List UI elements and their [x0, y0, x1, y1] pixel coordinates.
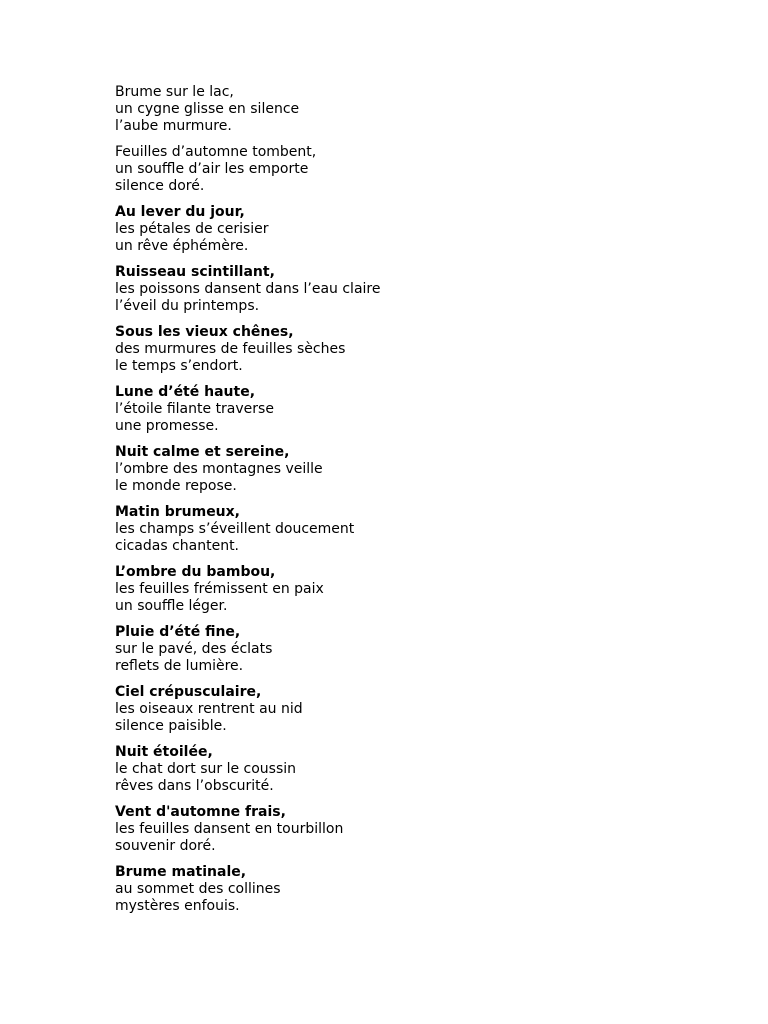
poem-line: le chat dort sur le coussin	[115, 761, 297, 777]
poem-stanza	[115, 804, 715, 855]
poem-line: un souffle léger.	[115, 598, 228, 614]
poem-title-line: Au lever du jour,	[115, 204, 245, 220]
poem-stanza	[115, 684, 715, 735]
poem-line: le temps s’endort.	[115, 358, 243, 374]
poem-title-line: Ruisseau scintillant,	[115, 264, 275, 280]
poem-stanza	[115, 84, 715, 135]
poem-line: l’étoile filante traverse	[115, 401, 274, 417]
poem-line: Brume sur le lac,	[115, 84, 234, 100]
poem-title-line: Ciel crépusculaire,	[115, 684, 262, 700]
poem-title-line: Matin brumeux,	[115, 504, 241, 520]
poem-line: le monde repose.	[115, 478, 237, 494]
poem-line: un souffle d’air les emporte	[115, 161, 309, 177]
poem-line: les feuilles dansent en tourbillon	[115, 821, 344, 837]
poem-line: les feuilles frémissent en paix	[115, 581, 324, 597]
poem-line: cicadas chantent.	[115, 538, 240, 554]
poem-stanza	[115, 204, 715, 255]
poem-line: des murmures de feuilles sèches	[115, 341, 346, 357]
poem-line: les oiseaux rentrent au nid	[115, 701, 303, 717]
poem-line: l’ombre des montagnes veille	[115, 461, 323, 477]
poem-line: Feuilles d’automne tombent,	[115, 144, 317, 160]
poem-stanza	[115, 504, 715, 555]
poem-title-line: Sous les vieux chênes,	[115, 324, 294, 340]
poem-title-line: Nuit calme et sereine,	[115, 444, 290, 460]
poem-line: une promesse.	[115, 418, 219, 434]
poem-line: les pétales de cerisier	[115, 221, 269, 237]
poem-stanza	[115, 144, 715, 195]
poem-title-line: L’ombre du bambou,	[115, 564, 276, 580]
poem-line: au sommet des collines	[115, 881, 281, 897]
poem-line: les poissons dansent dans l’eau claire	[115, 281, 381, 297]
poem-line: un rêve éphémère.	[115, 238, 249, 254]
poem-line: silence paisible.	[115, 718, 227, 734]
poem-stanza	[115, 324, 715, 375]
poem-line: les champs s’éveillent doucement	[115, 521, 355, 537]
poem-line: l’aube murmure.	[115, 118, 232, 134]
poem-title-line: Pluie d’été fine,	[115, 624, 241, 640]
poem-stanza	[115, 444, 715, 495]
poem-stanza	[115, 264, 715, 315]
poem-stanza	[115, 744, 715, 795]
poem-title-line: Vent d'automne frais,	[115, 804, 286, 820]
poem-line: sur le pavé, des éclats	[115, 641, 273, 657]
poem-stanza	[115, 564, 715, 615]
poem-stanza	[115, 384, 715, 435]
document-page	[115, 84, 715, 924]
poem-line: souvenir doré.	[115, 838, 216, 854]
poem-line: silence doré.	[115, 178, 205, 194]
poem-title-line: Brume matinale,	[115, 864, 247, 880]
poem-line: mystères enfouis.	[115, 898, 240, 914]
poem-line: un cygne glisse en silence	[115, 101, 300, 117]
poem-line: l’éveil du printemps.	[115, 298, 260, 314]
poem-line: rêves dans l’obscurité.	[115, 778, 274, 794]
poem-stanza	[115, 864, 715, 915]
poem-title-line: Nuit étoilée,	[115, 744, 213, 760]
poem-line: reflets de lumière.	[115, 658, 244, 674]
poem-title-line: Lune d’été haute,	[115, 384, 256, 400]
poem-stanza	[115, 624, 715, 675]
